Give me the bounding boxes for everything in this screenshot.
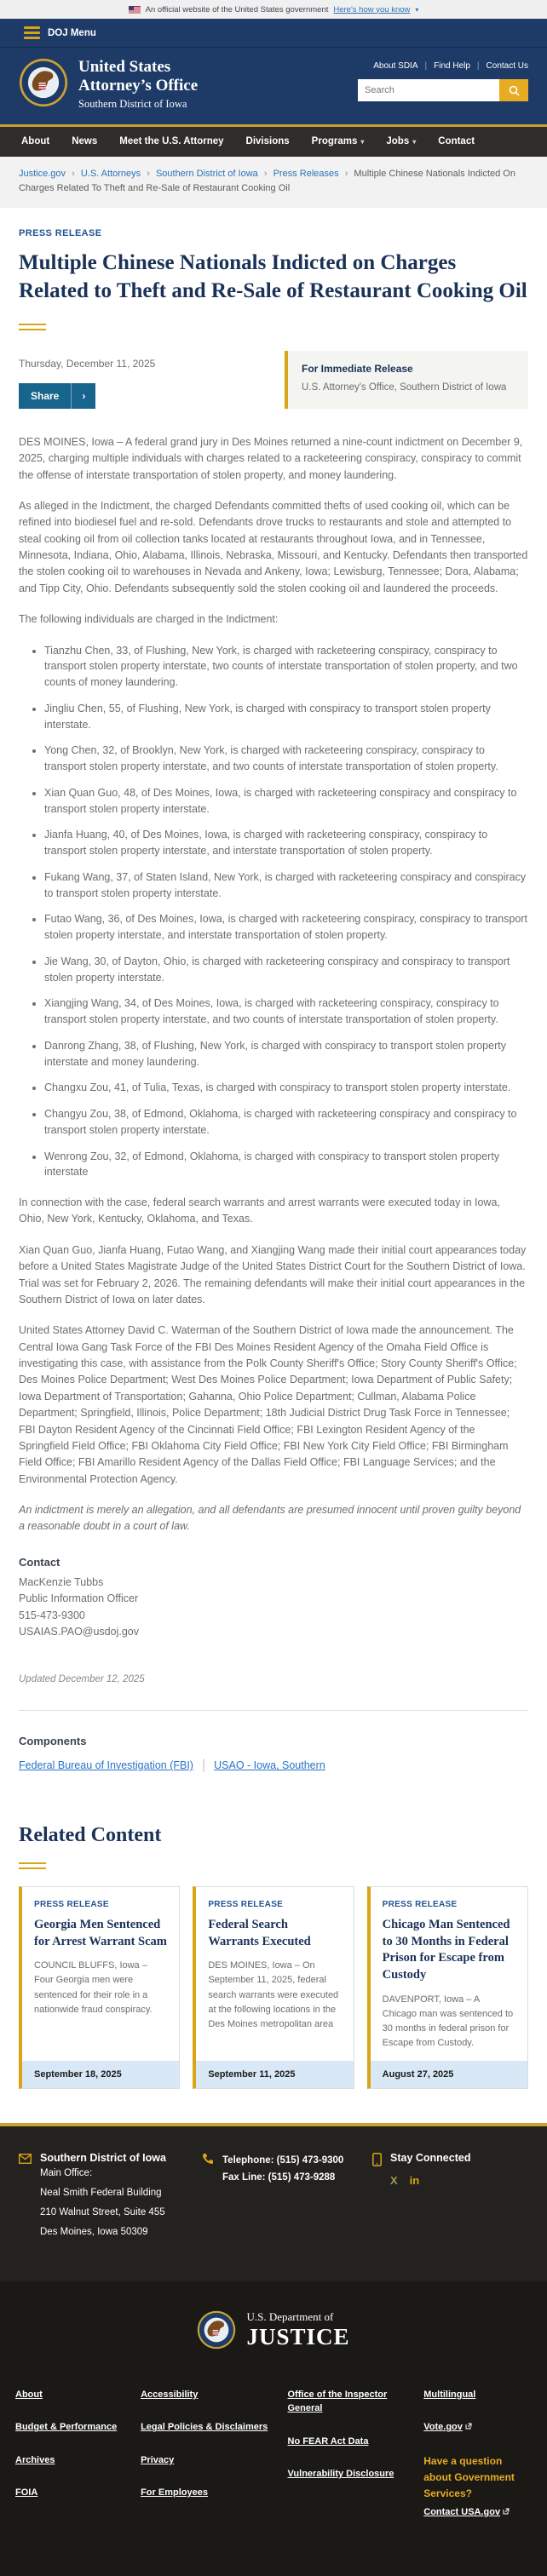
contact-role: Public Information Officer <box>19 1592 139 1605</box>
external-link-icon <box>503 2505 510 2520</box>
site-header <box>0 48 547 124</box>
nav-about[interactable]: About <box>21 136 50 147</box>
card-kicker: PRESS RELEASE <box>34 1900 109 1910</box>
about-sdia-link[interactable]: About SDIA <box>373 61 418 71</box>
doj-menu-bar <box>0 19 547 48</box>
chevron-down-icon: ▾ <box>360 137 365 146</box>
mobile-phone-icon <box>372 2152 382 2171</box>
search-button[interactable] <box>499 79 528 101</box>
article-meta <box>19 351 528 409</box>
chevron-down-icon: ▾ <box>412 137 417 146</box>
breadcrumb-justice-gov[interactable]: Justice.gov <box>19 168 66 179</box>
breadcrumb <box>0 157 547 208</box>
press-release-kicker: PRESS RELEASE <box>19 227 102 238</box>
search-box <box>358 79 528 101</box>
nav-contact[interactable]: Contact <box>438 136 475 147</box>
breadcrumb-southern-district[interactable]: Southern District of Iowa <box>155 168 258 179</box>
card-title[interactable]: Chicago Man Sentenced to 30 Months in Federal Prison for Escape from Custody <box>382 1918 510 1982</box>
card-date: August 27, 2025 <box>371 2061 527 2088</box>
footer-telephone: Telephone: (515) 473-9300 <box>222 2154 344 2166</box>
footer-link-about[interactable]: About <box>15 2389 43 2400</box>
contact-phone: 515-473-9300 <box>19 1609 85 1621</box>
defendant-item: • Xiangjing Wang, 34, of Des Moines, Iowa, is charged with racketeering conspiracy, conspiracy to transport stolen property interstate, and two counts of interstate transportation of stolen property. <box>44 995 528 1028</box>
related-card[interactable] <box>193 1886 354 2088</box>
footer-link-legal[interactable]: Legal Policies & Disclaimers <box>141 2422 268 2433</box>
x-social-icon[interactable]: X <box>390 2173 398 2187</box>
nav-news[interactable]: News <box>72 136 98 147</box>
release-info-box <box>285 351 528 409</box>
nav-meet-us-attorney[interactable]: Meet the U.S. Attorney <box>119 136 224 147</box>
external-link-icon <box>465 2420 472 2435</box>
related-content-section <box>0 1802 547 2122</box>
linkedin-icon[interactable]: in <box>409 2173 420 2187</box>
share-arrow-icon: › <box>71 383 95 409</box>
footer-link-privacy[interactable]: Privacy <box>141 2454 175 2465</box>
defendant-item: • Changyu Zou, 38, of Edmond, Oklahoma, is charged with racketeering conspiracy and conspiracy to transport stolen property interstate. <box>44 1106 528 1139</box>
component-usao-link[interactable]: USAO - Iowa, Southern <box>214 1759 325 1772</box>
doj-department-logo <box>0 2310 547 2350</box>
page-title: Multiple Chinese Nationals Indicted on Charges Related to Theft and Re-Sale of Restaurant Cooking Oil <box>19 250 527 302</box>
footer-contact-section <box>0 2123 547 2281</box>
list-intro: The following individuals are charged in the Indictment: <box>19 613 279 626</box>
search-input[interactable] <box>358 79 499 101</box>
components-section <box>0 1711 547 1802</box>
main-nav <box>0 124 547 157</box>
paragraph: DES MOINES, Iowa – A federal grand jury in Des Moines returned a nine-count indictment on December 9, 2025, charging multiple individuals with charges related to a racketeering conspiracy, conspiracy to commit the offense of interstate transportation of stolen property, and money laundering. <box>19 435 523 481</box>
related-card[interactable] <box>367 1886 528 2088</box>
footer-link-oig[interactable]: Office of the Inspector General <box>287 2389 388 2414</box>
contact-email: USAIAS.PAO@usdoj.gov <box>19 1625 139 1638</box>
breadcrumb-us-attorneys[interactable]: U.S. Attorneys <box>80 168 141 179</box>
defendant-item: • Tianzhu Chen, 33, of Flushing, New York, is charged with racketeering conspiracy, conspiracy to transport stolen property interstate, two counts of interstate transportation of stolen property, and two counts of money laundering. <box>44 643 528 691</box>
us-flag-icon <box>129 6 141 14</box>
defendant-item: • Yong Chen, 32, of Brooklyn, New York, is charged with racketeering conspiracy, conspiracy to transport stolen property interstate, and two counts of interstate transportation of stolen property. <box>44 743 528 775</box>
footer-office-line: Des Moines, Iowa 50309 <box>40 2226 148 2237</box>
chevron-down-icon: ▾ <box>415 5 419 14</box>
gold-separator <box>19 324 46 330</box>
breadcrumb-press-releases[interactable]: Press Releases <box>273 168 339 179</box>
card-title[interactable]: Federal Search Warrants Executed <box>208 1918 311 1948</box>
defendant-item: • Fukang Wang, 37, of Staten Island, New York, is charged with racketeering conspiracy and conspiracy to transport stolen property interstate. <box>44 869 528 902</box>
footer-link-no-fear[interactable]: No FEAR Act Data <box>287 2435 369 2447</box>
paragraph: Xian Quan Guo, Jianfa Huang, Futao Wang, and Xiangjing Wang made their initial court appearances today before a United States Magistrate Judge of the United States District Court for the Southern District of Iowa. Trial was set for February 2, 2026. The remaining defendants will make their initial court appearances in the Southern District of Iowa on later dates. <box>19 1243 527 1305</box>
doj-seal-icon <box>197 2310 236 2349</box>
card-title[interactable]: Georgia Men Sentenced for Arrest Warrant Scam <box>34 1918 167 1948</box>
card-kicker: PRESS RELEASE <box>382 1900 458 1910</box>
footer-link-foia[interactable]: FOIA <box>15 2487 38 2499</box>
components-heading: Components <box>19 1735 87 1748</box>
breadcrumb-separator-icon: › <box>263 168 268 179</box>
footer-link-archives[interactable]: Archives <box>15 2454 55 2465</box>
related-heading: Related Content <box>19 1824 162 1847</box>
related-card[interactable] <box>19 1886 180 2088</box>
nav-programs[interactable]: Programs ▾ <box>311 136 365 147</box>
breadcrumb-separator-icon: › <box>344 168 348 179</box>
site-title-line1: United States <box>78 58 171 76</box>
site-title-line2: Attorney’s Office <box>78 76 199 95</box>
utility-nav: About SDIA | Find Help | Contact Us <box>373 61 528 71</box>
card-kicker: PRESS RELEASE <box>208 1900 284 1910</box>
updated-date: Updated December 12, 2025 <box>19 1674 145 1685</box>
card-date: September 18, 2025 <box>22 2061 179 2088</box>
footer-link-accessibility[interactable]: Accessibility <box>141 2389 199 2400</box>
gov-services-question: Have a question about Government Services? <box>423 2454 515 2500</box>
gold-separator <box>19 1862 46 1869</box>
card-body: COUNCIL BLUFFS, Iowa – Four Georgia men were sentenced for their role in a nationwide fraud conspiracy. <box>34 1960 153 2015</box>
doj-seal-logo[interactable] <box>19 58 68 107</box>
breadcrumb-current: Multiple Chinese Nationals Indicted On Charges Related To Theft and Re-Sale of Restaurant Cooking Oil <box>19 168 515 193</box>
article-body <box>19 434 528 1685</box>
card-body: DES MOINES, Iowa – On September 11, 2025, federal search warrants were executed at the following locations in the Des Moines metropolitan area <box>208 1960 339 2029</box>
release-heading: For Immediate Release <box>302 362 413 375</box>
footer-link-vulnerability[interactable]: Vulnerability Disclosure <box>287 2469 394 2480</box>
footer-main-section <box>0 2281 547 2576</box>
how-you-know-link[interactable]: Here's how you know <box>333 4 411 14</box>
breadcrumb-separator-icon: › <box>147 168 150 179</box>
banner-text: An official website of the United States government <box>145 4 329 14</box>
paragraph: United States Attorney David C. Waterman of the Southern District of Iowa made the announcement. The Central Iowa Gang Task Force of the FBI Des Moines Resident Agency of the Omaha Field Office is investigating this case, with assistance from the Polk County Sheriff's Office; Story County Sheriff's Office; Des Moines Police Department; West Des Moines Police Department; Iowa Department of Public Safety; Iowa Department of Transportation; Gahanna, Ohio Police Department; Cullman, Alabama Police Department; Springfield, Illinois, Police Department; 18th Judicial District Drug Task Force in Tennessee; FBI Dayton Resident Agency of the Cincinnati Field Office; FBI Lexington Resident Agency of the Springfield Field Office; FBI Oklahoma City Field Office; FBI New York City Field Office; FBI Birmingham Field Office; FBI Amarillo Resident Agency of the Dallas Field Office; FBI Language Services; and the Environmental Protection Agency. <box>19 1324 517 1485</box>
footer-link-budget[interactable]: Budget & Performance <box>15 2422 118 2433</box>
footer-link-vote-gov[interactable]: Vote.gov <box>423 2420 532 2435</box>
defendant-item: • Danrong Zhang, 38, of Flushing, New York, is charged with conspiracy to transport stolen property interstate and money laundering. <box>44 1038 528 1070</box>
dept-line1: U.S. Department of <box>246 2309 334 2323</box>
nav-divisions[interactable]: Divisions <box>245 136 290 147</box>
phone-icon <box>202 2152 214 2169</box>
paragraph: In connection with the case, federal search warrants and arrest warrants were executed today in Iowa, Ohio, New York, Kentucky, Oklahoma, and Texas. <box>19 1196 500 1225</box>
vertical-divider: | <box>201 1758 206 1773</box>
card-body: DAVENPORT, Iowa – A Chicago man was sentenced to 30 months in federal prison for Escape from Custody. <box>382 1994 514 2048</box>
press-release-article <box>0 228 547 1685</box>
gov-banner <box>0 0 547 19</box>
search-icon <box>509 85 520 96</box>
footer-office-name: Southern District of Iowa <box>40 2151 166 2164</box>
footer-fax: Fax Line: (515) 473-9288 <box>222 2172 336 2183</box>
site-title <box>78 58 198 111</box>
share-button[interactable]: Share › <box>19 383 95 409</box>
breadcrumb-separator-icon: › <box>72 168 75 179</box>
defendant-item: • Jingliu Chen, 55, of Flushing, New York, is charged with conspiracy to transport stolen property interstate. <box>44 701 528 733</box>
envelope-icon <box>19 2152 32 2168</box>
footer-link-employees[interactable]: For Employees <box>141 2487 208 2499</box>
defendant-item: • Jie Wang, 30, of Dayton, Ohio, is charged with racketeering conspiracy and conspiracy to transport stolen property interstate. <box>44 954 528 986</box>
defendant-item: • Wenrong Zou, 32, of Edmond, Oklahoma, is charged with conspiracy to transport stolen property interstate <box>44 1149 528 1181</box>
paragraph: As alleged in the Indictment, the charged Defendants committed thefts of used cooking oil, which can be refined into biodiesel fuel and re-sold. Defendants drove trucks to restaurants and stole and attempted to steal cooking oil from oil collection tanks located at restaurants throughout Iowa, and in Tennessee, Minnesota, Indiana, Ohio, Alabama, Illinois, Nebraska, Missouri, and Kentucky. Defendants then transported the stolen cooking oil to warehouses in Nevada and Ankeny, Iowa; Lewisburg, Tennessee; Dora, Alabama; and Tipp City, Ohio. Defendants subsequently sold the stolen cooking oil and laundered the proceeds. <box>19 499 528 594</box>
contact-us-link[interactable]: Contact Us <box>486 61 528 71</box>
site-subtitle: Southern District of Iowa <box>78 97 187 110</box>
component-fbi-link[interactable]: Federal Bureau of Investigation (FBI) <box>19 1759 193 1772</box>
legal-disclaimer: An indictment is merely an allegation, and all defendants are presumed innocent until proven guilty beyond a reasonable doubt in a court of law. <box>19 1504 521 1533</box>
defendant-item: • Jianfa Huang, 40, of Des Moines, Iowa, is charged with racketeering conspiracy, conspiracy to transport stolen property interstate, and interstate transportation of stolen property. <box>44 827 528 859</box>
footer-links-grid <box>0 2350 547 2539</box>
hamburger-menu-icon[interactable] <box>24 26 40 39</box>
defendant-item: • Changxu Zou, 41, of Tulia, Texas, is charged with conspiracy to transport stolen property interstate. <box>44 1080 528 1096</box>
footer-link-contact-usa-gov[interactable]: Contact USA.gov <box>423 2505 532 2520</box>
stay-connected-heading: Stay Connected <box>390 2151 471 2164</box>
contact-heading: Contact <box>19 1555 60 1569</box>
footer-office-line: Neal Smith Federal Building <box>40 2187 162 2198</box>
defendants-list <box>19 643 528 1181</box>
doj-menu-button[interactable]: DOJ Menu <box>48 27 96 38</box>
find-help-link[interactable]: Find Help <box>434 61 470 71</box>
article-date: Thursday, December 11, 2025 <box>19 357 156 370</box>
dept-line2: JUSTICE <box>246 2323 350 2349</box>
defendant-item: • Xian Quan Guo, 48, of Des Moines, Iowa, is charged with racketeering conspiracy and conspiracy to transport stolen property interstate. <box>44 785 528 818</box>
footer-office-line: 210 Walnut Street, Suite 455 <box>40 2206 165 2217</box>
footer-link-multilingual[interactable]: Multilingual <box>423 2389 476 2400</box>
contact-name: MacKenzie Tubbs <box>19 1575 104 1588</box>
defendant-item: • Futao Wang, 36, of Des Moines, Iowa, is charged with racketeering conspiracy, conspiracy to transport stolen property interstate, and interstate transportation of stolen property. <box>44 911 528 944</box>
nav-jobs[interactable]: Jobs ▾ <box>386 136 417 147</box>
release-office: U.S. Attorney's Office, Southern District of Iowa <box>302 382 507 393</box>
footer-office-line: Main Office: <box>40 2167 93 2178</box>
card-date: September 11, 2025 <box>196 2061 353 2088</box>
